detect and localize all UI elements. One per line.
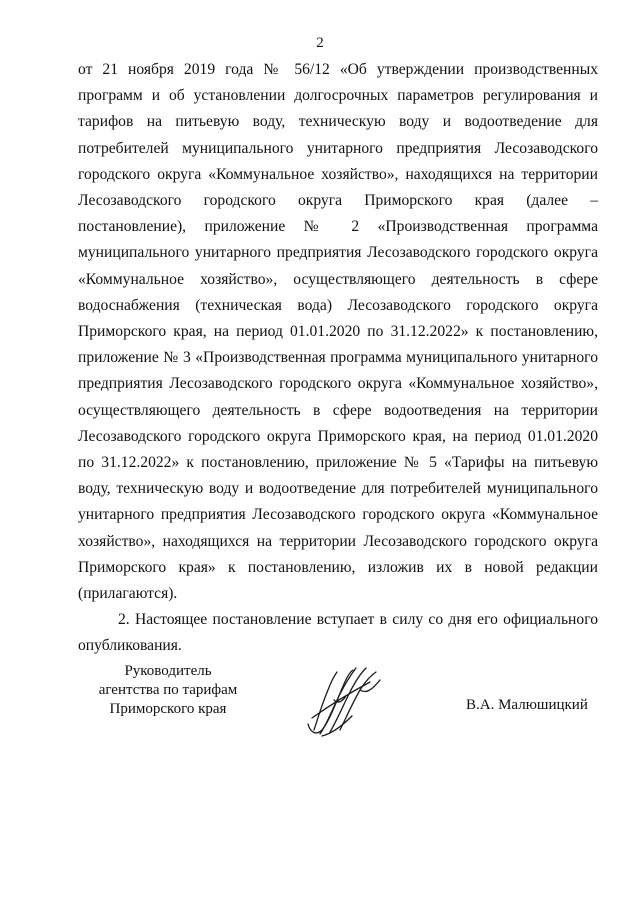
handwritten-signature [300, 660, 390, 742]
paragraph-continuation: от 21 ноября 2019 года № 56/12 «Об утверждении производственных программ и об установлении долгосрочных параметров регулирования и тарифов на питьевую воду, техническую воду и водоотведение для потребителей муниципального унитарного предприятия Лесозаводского городского округа «Коммунальное хозяйство», находящихся на территории Лесозаводского городского округа Приморского края (далее – постановление), приложение № 2 «Производственная программа муниципального унитарного предприятия Лесозаводского городского округа «Коммунальное хозяйство», осуществляющего деятельность в сфере водоснабжения (техническая вода) Лесозаводского городского округа Приморского края, на период 01.01.2020 по 31.12.2022» к постановлению, приложение № 3 «Производственная программа муниципального унитарного предприятия Лесозаводского городского округа «Коммунальное хозяйство», осуществляющего деятельность в сфере водоотведения на территории Лесозаводского городского округа Приморского края, на период 01.01.2020 по 31.12.2022» к постановлению, приложение № 5 «Тарифы на питьевую воду, техническую воду и водоотведение для потребителей муниципального унитарного предприятия Лесозаводского городского округа «Коммунальное хозяйство», находящихся на территории Лесозаводского городского округа Приморского края» к постановлению, изложив их в новой редакции (прилагаются). [78, 61, 598, 603]
signatory-name: В.А. Малюшицкий [466, 697, 588, 713]
signatory-position-line: Приморского края [109, 701, 227, 717]
paragraph-effective-date: 2. Настоящее постановление вступает в силу со дня его официального опубликования. [78, 611, 598, 655]
signatory-position-line: Руководитель [124, 663, 212, 679]
document-body [78, 57, 598, 660]
page-number: 2 [316, 35, 324, 51]
signatory-position-line: агентства по тарифам [98, 682, 238, 698]
signatory-position [88, 662, 248, 719]
